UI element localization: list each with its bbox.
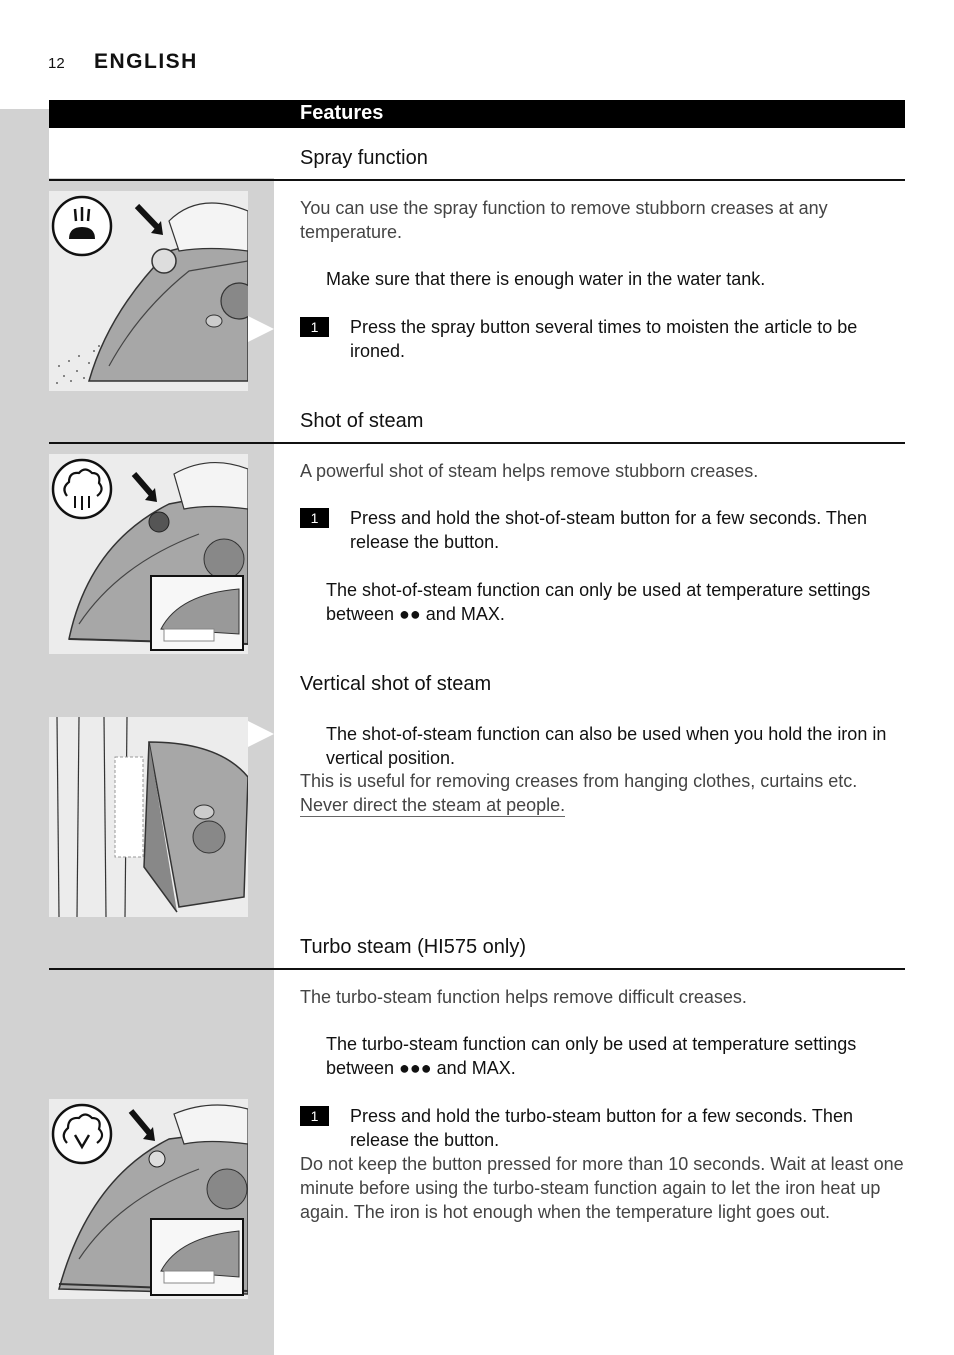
shot-step-text: Press and hold the shot-of-steam button for a few seconds. Then release the button. [350,508,867,552]
spray-rule [49,179,905,181]
steam-cloud-icon [51,458,113,520]
vertical-note: The shot-of-steam function can also be used when you hold the iron in vertical position. [326,724,887,768]
turbo-steam-icon [51,1103,113,1165]
shot-rule [49,442,905,444]
vertical-warning-line [300,793,906,817]
shot-note: The shot-of-steam function can only be used at temperature settings between ●● and MAX. [326,580,871,624]
page-number: 12 [48,55,65,72]
vertical-warning: Never direct the steam at people. [300,795,566,815]
turbo-text: Do not keep the button pressed for more than 10 seconds. Wait at least one minute before using the turbo-steam function again to let the iron heat up again. The iron is hot enough when the temperature light goes out. [300,1154,904,1222]
turbo-rule [49,968,905,970]
section-title: Features [300,102,384,124]
turbo-note: The turbo-steam function can only be used at temperature settings between ●●● and MAX. [326,1034,857,1078]
vertical-pointer [248,721,274,747]
spray-step-text: Press the spray button several times to moisten the article to be ironed. [350,317,858,361]
features-bar [49,100,905,128]
spray-illustration [49,191,248,391]
vertical-heading: Vertical shot of steam [300,673,492,695]
shot-step-number: 1 [300,508,329,528]
spray-intro: You can use the spray function to remove stubborn creases at any temperature. [300,198,828,242]
turbo-step-number: 1 [300,1106,329,1126]
header-cell [49,128,274,178]
shot-heading: Shot of steam [300,410,424,432]
turbo-step-text: Press and hold the turbo-steam button for a few seconds. Then release the button. [350,1106,853,1150]
spray-step-number: 1 [300,317,329,337]
spray-pointer [248,316,274,342]
turbo-intro: The turbo-steam function helps remove difficult creases. [300,987,747,1007]
spray-note: Make sure that there is enough water in the water tank. [326,269,766,289]
vertical-illustration [49,717,248,917]
vertical-text: This is useful for removing creases from hanging clothes, curtains etc. [300,771,858,791]
spray-heading: Spray function [300,147,428,169]
language-label: ENGLISH [94,50,198,73]
shot-intro: A powerful shot of steam helps remove stubborn creases. [300,461,759,481]
shot-illustration [49,454,248,654]
spray-icon [51,195,113,257]
turbo-heading: Turbo steam (HI575 only) [300,936,527,958]
turbo-illustration [49,1099,248,1299]
